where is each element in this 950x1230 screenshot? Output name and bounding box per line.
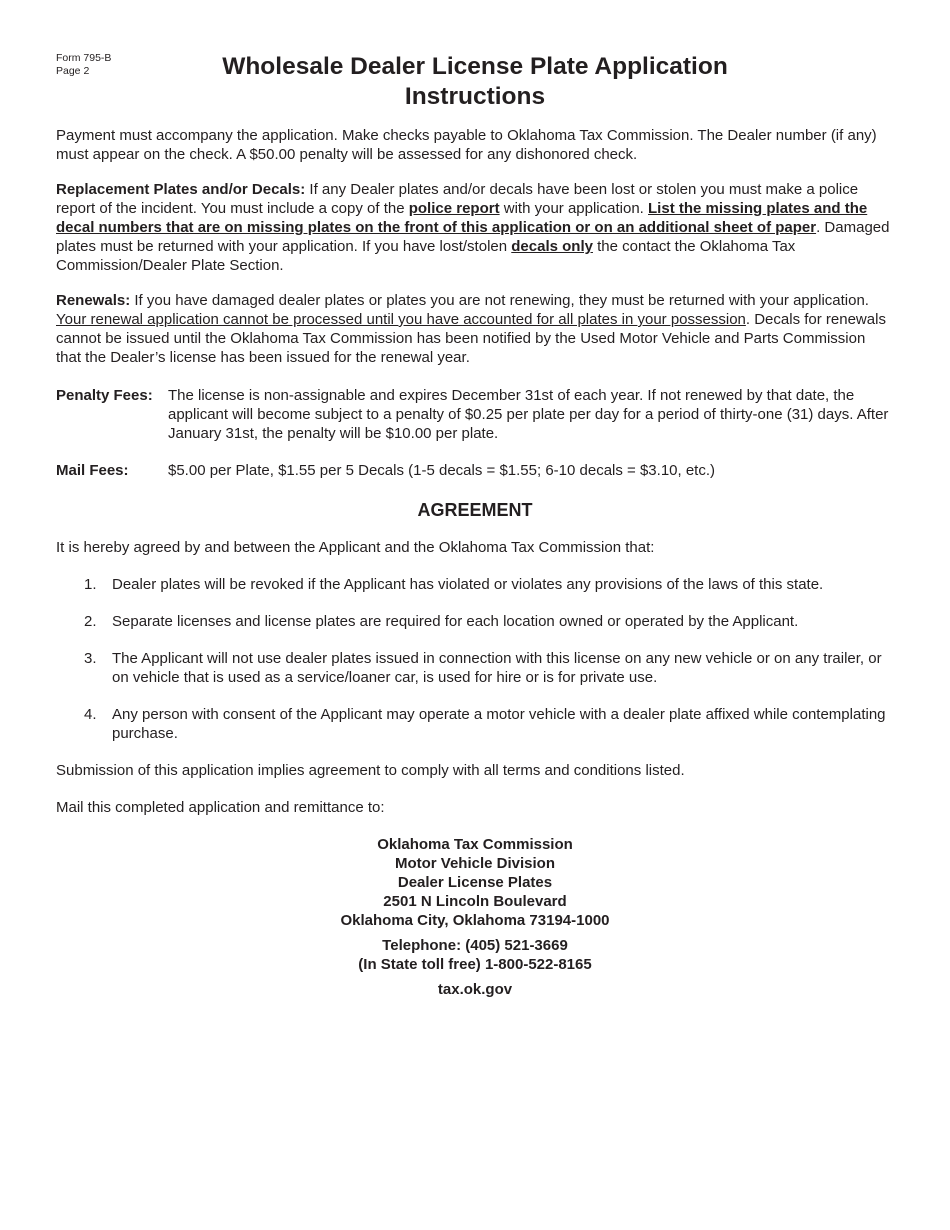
submission-statement: Submission of this application implies agreement to comply with all terms and conditions listed.: [56, 762, 685, 779]
missing-plates-emphasis: List the missing plates and the decal numbers that are on missing plates on the front of this application or on an additional sheet of paper: [56, 200, 868, 236]
replacement-paragraph: [56, 180, 894, 275]
list-item-text: Separate licenses and license plates are required for each location owned or operated by the Applicant.: [112, 613, 799, 630]
list-item-number: 1.: [84, 576, 97, 593]
list-item-number: 3.: [84, 650, 97, 667]
penalty-fees-row: [56, 386, 894, 443]
list-item: [56, 575, 894, 594]
agreement-heading: AGREEMENT: [417, 500, 533, 520]
replacement-text-4: the contact the Oklahoma Tax Commission/Dealer Plate Section.: [56, 238, 796, 274]
mail-fees-row: [56, 461, 894, 480]
form-identifier: [56, 52, 111, 78]
list-item: [56, 612, 894, 631]
mailing-address: [56, 835, 894, 999]
mail-instructions: Mail this completed application and remittance to:: [56, 799, 385, 816]
mail-fees-text: $5.00 per Plate, $1.55 per 5 Decals (1-5 decals = $1.55; 6-10 decals = $3.10, etc.): [168, 462, 716, 479]
list-item-text: Dealer plates will be revoked if the Applicant has violated or violates any provisions of the laws of this state.: [112, 576, 824, 593]
page-number: Page 2: [56, 65, 90, 77]
replacement-text-2: with your application.: [499, 200, 649, 217]
list-item: [56, 649, 894, 687]
address-line-3: Dealer License Plates: [397, 874, 553, 891]
title-line-2: Instructions: [404, 83, 546, 110]
agreement-intro: It is hereby agreed by and between the Applicant and the Oklahoma Tax Commission that:: [56, 539, 655, 556]
list-item: [56, 705, 894, 743]
renewals-text-1: If you have damaged dealer plates or plates you are not renewing, they must be returned with your application.: [130, 292, 869, 309]
renewals-underlined: Your renewal application cannot be processed until you have accounted for all plates in your possession: [56, 311, 746, 328]
penalty-fees-label: Penalty Fees:: [56, 387, 153, 404]
list-item-text: The Applicant will not use dealer plates issued in connection with this license on any new vehicle or on any trailer, or on vehicle that is used as a service/loaner car, is used for hire or is for private use.: [112, 650, 882, 686]
renewals-text-2: . Decals for renewals cannot be issued until the Oklahoma Tax Commission has been notified by the Used Motor Vehicle and Parts Commission that the Dealer’s license has been issued for the renewal year.: [56, 311, 886, 366]
document-page: [56, 52, 894, 999]
police-report-emphasis: police report: [408, 200, 500, 217]
list-item-number: 4.: [84, 706, 97, 723]
penalty-fees-text: The license is non-assignable and expires December 31st of each year. If not renewed by that date, the applicant will become subject to a penalty of $0.25 per plate per day for a period of thirty-one (31) days. After January 31st, the penalty will be $10.00 per plate.: [168, 387, 889, 442]
replacement-text-1: If any Dealer plates and/or decals have been lost or stolen you must make a police report of the incident. You must include a copy of the: [56, 181, 859, 217]
title-line-1: Wholesale Dealer License Plate Application: [222, 53, 728, 80]
renewals-label: Renewals:: [56, 292, 131, 309]
website-link[interactable]: tax.ok.gov: [437, 981, 513, 998]
decals-only-emphasis: decals only: [511, 238, 593, 255]
telephone: Telephone: (405) 521-3669: [382, 937, 568, 954]
address-line-5: Oklahoma City, Oklahoma 73194-1000: [340, 912, 610, 929]
address-line-1: Oklahoma Tax Commission: [377, 836, 573, 853]
payment-paragraph: Payment must accompany the application. Make checks payable to Oklahoma Tax Commission. The Dealer number (if any) must appear on the check. A $50.00 penalty will be assessed for any dishonored check.: [56, 127, 877, 163]
agreement-terms-list: [56, 575, 894, 743]
mail-fees-label: Mail Fees:: [56, 462, 129, 479]
page-title: [56, 52, 894, 112]
address-line-4: 2501 N Lincoln Boulevard: [383, 893, 567, 910]
list-item-number: 2.: [84, 613, 97, 630]
renewals-paragraph: [56, 291, 894, 367]
form-number: Form 795-B: [56, 52, 112, 64]
address-line-2: Motor Vehicle Division: [394, 855, 556, 872]
toll-free-telephone: (In State toll free) 1-800-522-8165: [358, 956, 592, 973]
replacement-text-3: . Damaged plates must be returned with your application. If you have lost/stolen: [56, 219, 890, 255]
list-item-text: Any person with consent of the Applicant may operate a motor vehicle with a dealer plate affixed while contemplating purchase.: [112, 706, 886, 742]
replacement-label: Replacement Plates and/or Decals:: [56, 181, 306, 198]
